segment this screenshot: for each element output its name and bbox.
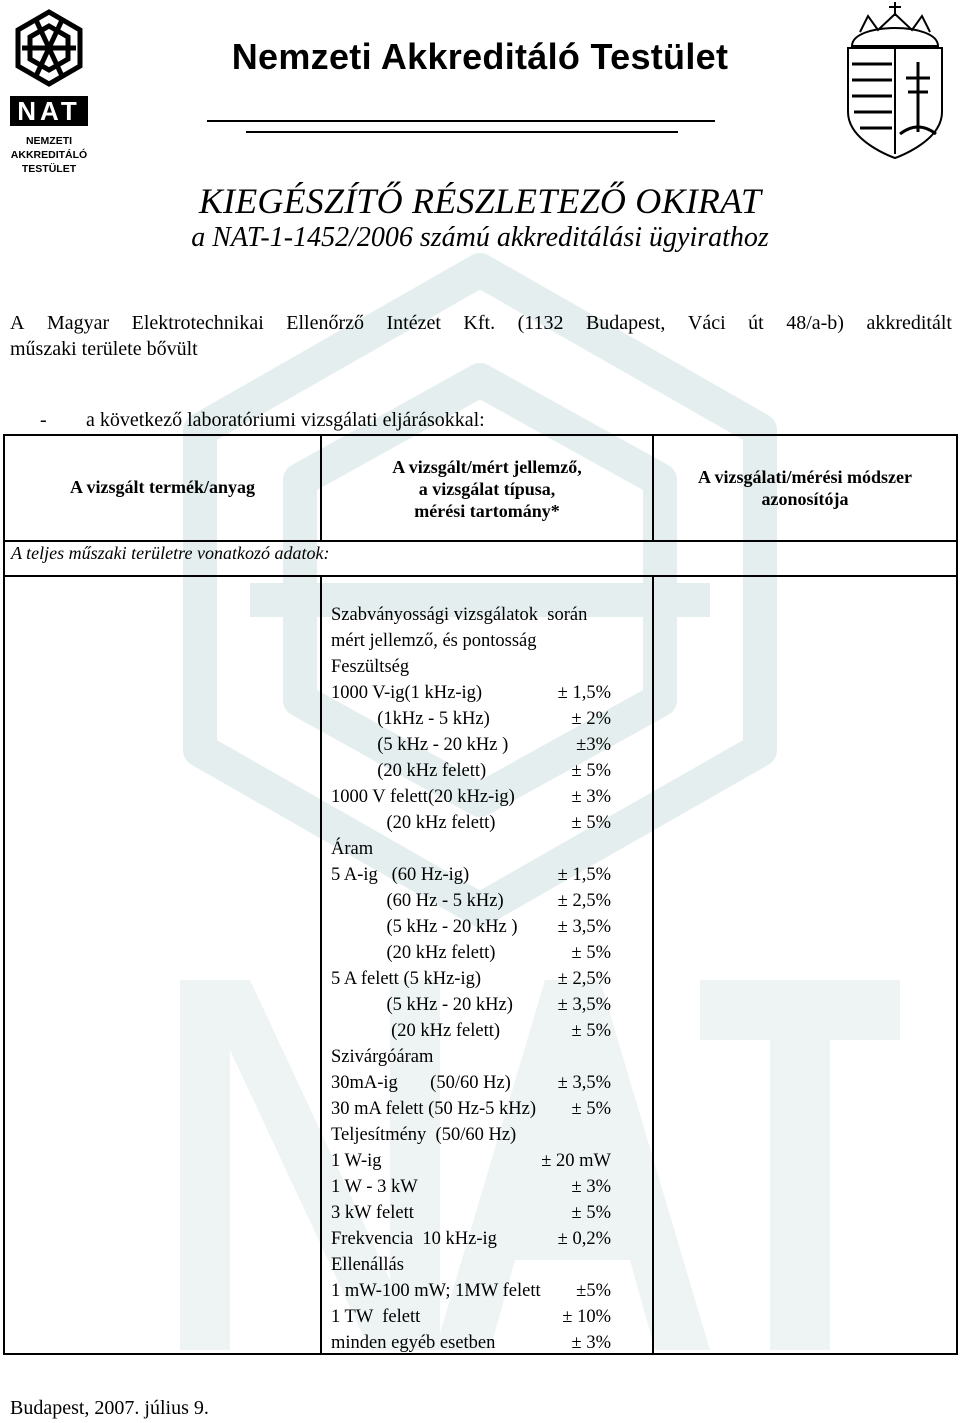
measurement-row (331, 784, 661, 810)
measurement-accuracy: ± 0,2% (557, 1229, 611, 1249)
intro-word: Intézet (386, 312, 441, 334)
measurement-label: Teljesítmény (50/60 Hz) (331, 1125, 517, 1145)
measurement-accuracy: ± 5% (571, 1099, 611, 1119)
measurement-label: Feszültség (331, 657, 410, 677)
measurement-label: (5 kHz - 20 kHz ) (331, 917, 518, 937)
measurement-row (331, 966, 661, 992)
measurement-label: Szabványossági vizsgálatok során (331, 605, 588, 625)
measurement-label: (20 kHz felett) (331, 813, 496, 833)
col2-header-line-3: mérési tartomány* (414, 501, 560, 521)
col2-header (322, 456, 652, 522)
measurement-row (331, 1330, 661, 1356)
measurement-accuracy: ± 10% (562, 1307, 611, 1327)
measurement-accuracy: ± 2,5% (557, 969, 611, 989)
measurement-row (331, 1122, 661, 1148)
measurement-label: minden egyéb esetben (331, 1333, 496, 1353)
measurement-row (331, 732, 661, 758)
col1-header: A vizsgált termék/anyag (70, 477, 255, 497)
measurement-label: 1 mW-100 mW; 1MW felett (331, 1281, 541, 1301)
measurement-row (331, 758, 661, 784)
measurement-list (331, 602, 661, 1356)
logo-nat-text: NAT (17, 96, 81, 126)
nat-logo (8, 6, 90, 176)
measurement-row (331, 602, 661, 628)
place-date: Budapest, 2007. július 9. (10, 1397, 209, 1419)
measurement-label: Ellenállás (331, 1255, 404, 1275)
measurement-accuracy: ± 1,5% (557, 683, 611, 703)
intro-word: Kft. (463, 312, 496, 334)
measurement-label: 1 W-ig (331, 1151, 382, 1171)
measurement-accuracy: ±5% (576, 1281, 611, 1301)
measurement-label: (5 kHz - 20 kHz) (331, 995, 513, 1015)
measurement-accuracy: ± 1,5% (557, 865, 611, 885)
measurement-label: 1000 V-ig(1 kHz-ig) (331, 683, 483, 703)
measurement-accuracy: ± 5% (571, 1203, 611, 1223)
measurement-label: 3 kW felett (331, 1203, 414, 1223)
measurement-accuracy: ± 3% (571, 1333, 611, 1353)
measurement-label: (20 kHz felett) (331, 1021, 501, 1041)
measurement-accuracy: ± 2,5% (557, 891, 611, 911)
measurement-accuracy: ± 5% (571, 761, 611, 781)
measurement-accuracy: ± 3,5% (557, 917, 611, 937)
measurement-accuracy: ± 5% (571, 1021, 611, 1041)
measurement-accuracy: ± 2% (571, 709, 611, 729)
measurement-row (331, 1200, 661, 1226)
measurement-accuracy: ± 3% (571, 1177, 611, 1197)
intro-word: Ellenőrző (286, 312, 365, 334)
logo-line-1: NEMZETI (25, 135, 73, 147)
measurement-accuracy: ± 5% (571, 813, 611, 833)
col3-header-line-1: A vizsgálati/mérési módszer (698, 467, 912, 487)
col3-header (654, 466, 956, 510)
document-subtitle: a NAT-1-1452/2006 számú akkreditálási ügyirathoz (191, 222, 769, 253)
measurement-label: Áram (331, 839, 374, 859)
measurement-label: 5 A felett (5 kHz-ig) (331, 969, 482, 989)
intro-word: Magyar (46, 312, 110, 334)
coat-of-arms-icon (838, 2, 952, 162)
measurement-row (331, 888, 661, 914)
scope-bullet (40, 409, 485, 432)
measurement-label: (20 kHz felett) (331, 943, 496, 963)
measurement-accuracy: ± 3% (571, 787, 611, 807)
measurement-label: mért jellemző, és pontosság (331, 631, 537, 651)
measurement-row (331, 706, 661, 732)
intro-word: (1132 (517, 312, 564, 334)
measurement-row (331, 862, 661, 888)
logo-line-3: TESTÜLET (21, 163, 77, 175)
measurement-label: Szivárgóáram (331, 1047, 434, 1067)
intro-word: Budapest, (585, 312, 666, 334)
intro-word: út (748, 312, 764, 334)
intro-paragraph (10, 310, 952, 362)
measurement-row (331, 1304, 661, 1330)
title-rule-short (246, 131, 678, 133)
measurement-label: (1kHz - 5 kHz) (331, 709, 490, 729)
measurement-row (331, 680, 661, 706)
intro-line-1 (10, 310, 952, 336)
logo-line-2: AKKREDITÁLÓ (10, 149, 88, 161)
document-title: KIEGÉSZÍTŐ RÉSZLETEZŐ OKIRAT (198, 181, 762, 221)
measurement-accuracy: ±3% (576, 735, 611, 755)
accreditation-table (3, 434, 958, 1355)
intro-word: 48/a-b) (786, 312, 844, 334)
measurement-row (331, 654, 661, 680)
bullet-text: a következő laboratóriumi vizsgálati eljárásokkal: (86, 409, 485, 431)
measurement-label: (20 kHz felett) (331, 761, 487, 781)
measurement-accuracy: ± 20 mW (541, 1151, 611, 1171)
col3-header-line-2: azonosítója (761, 489, 849, 509)
measurement-row (331, 940, 661, 966)
intro-word: akkreditált (866, 312, 952, 334)
measurement-row (331, 1252, 661, 1278)
measurement-row (331, 1278, 661, 1304)
measurement-row (331, 1096, 661, 1122)
intro-word: A (10, 312, 25, 334)
measurement-label: (60 Hz - 5 kHz) (331, 891, 504, 911)
measurement-label: 1 W - 3 kW (331, 1177, 418, 1197)
subheader-bottom-rule (5, 575, 956, 577)
intro-line-2: műszaki területe bővült (10, 338, 198, 360)
measurement-label: 1000 V felett(20 kHz-ig) (331, 787, 515, 807)
measurement-row (331, 628, 661, 654)
measurement-accuracy: ± 5% (571, 943, 611, 963)
measurement-label: 30 mA felett (50 Hz-5 kHz) (331, 1099, 536, 1119)
measurement-row (331, 992, 661, 1018)
measurement-row (331, 1148, 661, 1174)
measurement-label: 5 A-ig (60 Hz-ig) (331, 865, 470, 885)
measurement-row (331, 1018, 661, 1044)
body-divider-1 (320, 575, 322, 1353)
measurement-label: 30mA-ig (50/60 Hz) (331, 1073, 511, 1093)
measurement-row (331, 1044, 661, 1070)
measurement-accuracy: ± 3,5% (557, 995, 611, 1015)
header-bottom-rule (5, 540, 956, 542)
measurement-row (331, 1174, 661, 1200)
measurement-label: Frekvencia 10 kHz-ig (331, 1229, 497, 1249)
intro-word: Váci (687, 312, 726, 334)
bullet-dash: - (40, 409, 47, 431)
scope-subheader: A teljes műszaki területre vonatkozó adatok: (11, 543, 330, 563)
measurement-accuracy: ± 3,5% (557, 1073, 611, 1093)
intro-word: Elektrotechnikai (131, 312, 264, 334)
measurement-label: (5 kHz - 20 kHz ) (331, 735, 509, 755)
col2-header-line-2: a vizsgálat típusa, (418, 479, 556, 499)
measurement-row (331, 1070, 661, 1096)
title-rule-long (207, 120, 715, 122)
measurement-row (331, 810, 661, 836)
col2-header-line-1: A vizsgált/mért jellemző, (392, 457, 582, 477)
measurement-row (331, 836, 661, 862)
measurement-row (331, 1226, 661, 1252)
measurement-row (331, 914, 661, 940)
measurement-label: 1 TW felett (331, 1307, 421, 1327)
organization-title: Nemzeti Akkreditáló Testület (231, 36, 729, 77)
